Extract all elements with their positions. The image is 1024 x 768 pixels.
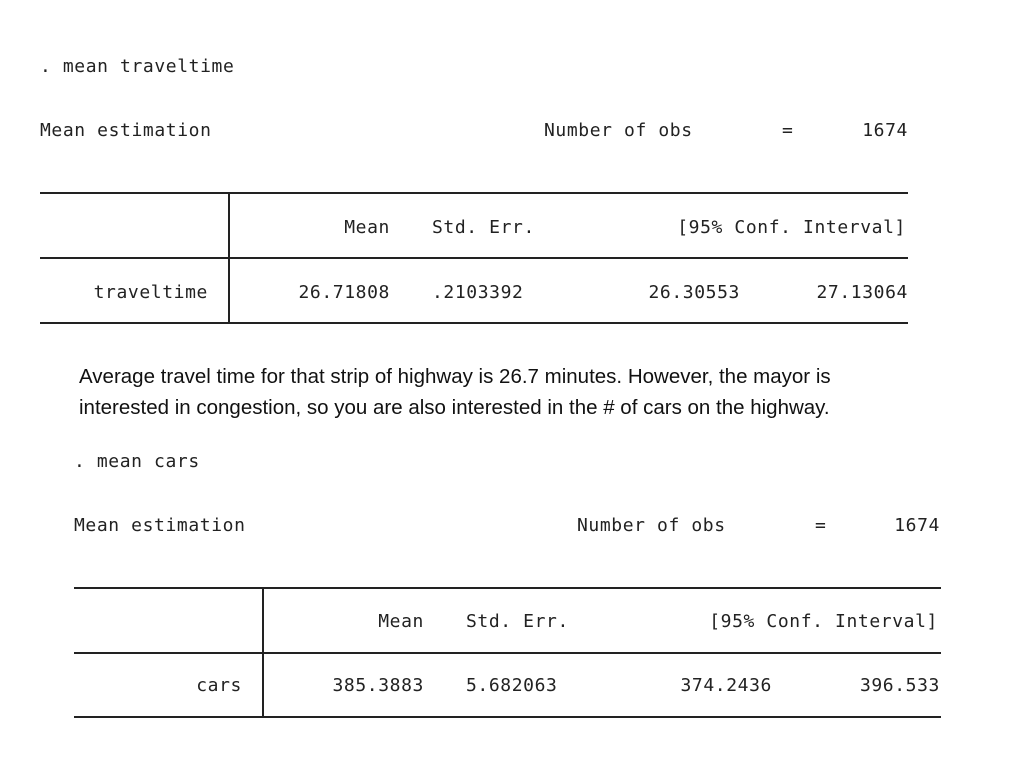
header-title: Mean estimation <box>40 120 212 141</box>
row-ci-low: 26.30553 <box>648 282 740 303</box>
table-header-rule <box>74 652 941 654</box>
obs-value: 1674 <box>862 120 908 141</box>
commentary-line-2: interested in congestion, so you are also interested in the # of cars on the highway. <box>79 396 830 419</box>
table-top-rule <box>74 587 941 589</box>
obs-equals: = <box>782 120 794 141</box>
column-header-stderr: Std. Err. <box>432 217 535 238</box>
obs-label: Number of obs <box>544 120 693 141</box>
obs-value: 1674 <box>894 515 940 536</box>
obs-label: Number of obs <box>577 515 726 536</box>
obs-equals: = <box>815 515 827 536</box>
column-header-mean: Mean <box>344 217 390 238</box>
command-line: . mean traveltime <box>40 56 235 77</box>
row-mean: 385.3883 <box>332 675 424 696</box>
column-header-ci: [95% Conf. Interval] <box>677 217 906 238</box>
row-variable: cars <box>196 675 242 696</box>
table-bottom-rule <box>74 716 941 718</box>
column-header-mean: Mean <box>378 611 424 632</box>
row-stderr: .2103392 <box>432 282 524 303</box>
command-line: . mean cars <box>74 451 200 472</box>
row-ci-high: 27.13064 <box>816 282 908 303</box>
row-mean: 26.71808 <box>298 282 390 303</box>
row-variable: traveltime <box>93 282 208 303</box>
row-ci-high: 396.533 <box>859 675 940 696</box>
commentary-line-1: Average travel time for that strip of highway is 26.7 minutes. However, the mayor is <box>79 365 831 388</box>
column-header-stderr: Std. Err. <box>466 611 569 632</box>
row-stderr: 5.682063 <box>466 675 558 696</box>
header-title: Mean estimation <box>74 515 246 536</box>
row-ci-low: 374.2436 <box>680 675 772 696</box>
column-header-ci: [95% Conf. Interval] <box>709 611 938 632</box>
